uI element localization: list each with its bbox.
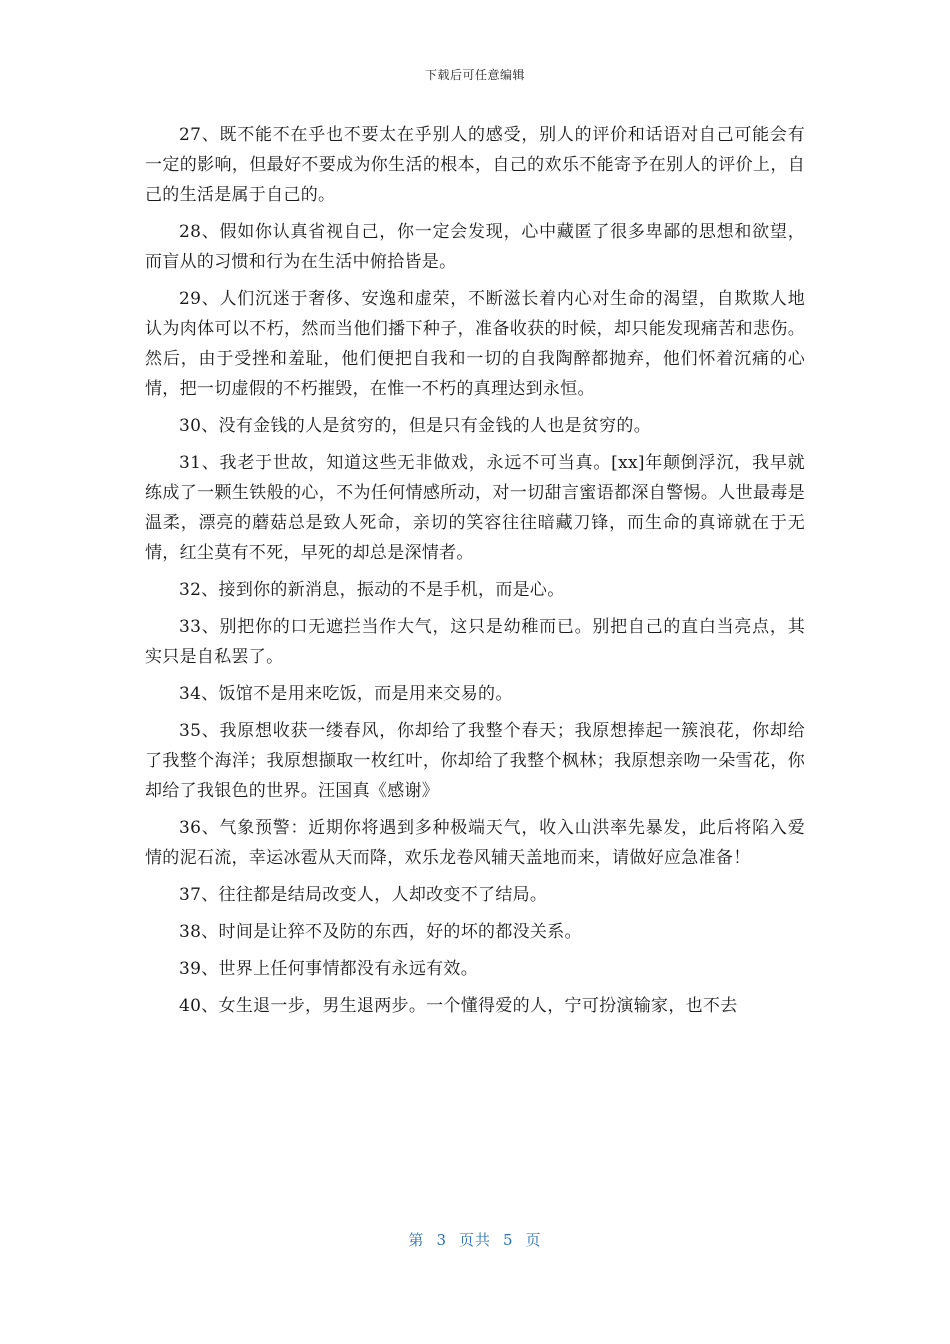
page-footer [0, 1229, 950, 1250]
page-mid: 页共 [458, 1231, 491, 1249]
paragraph-30: 30、没有金钱的人是贫穷的，但是只有金钱的人也是贫穷的。 [179, 416, 652, 436]
paragraph-35: 35、我原想收获一缕春风，你却给了我整个春天；我原想捧起一簇浪花，你却给了我整个海洋；我原想撷取一枚红叶，你却给了我整个枫林；我原想亲吻一朵雪花，你却给了我银色的世界。汪国真《感谢》 [145, 721, 805, 801]
paragraph-36: 36、气象预警：近期你将遇到多种极端天气，收入山洪率先暴发，此后将陷入爱情的泥石流，幸运冰雹从天而降，欢乐龙卷风辅天盖地而来，请做好应急准备！ [145, 818, 805, 868]
paragraph-37: 37、往往都是结局改变人，人却改变不了结局。 [179, 885, 548, 905]
paragraph-40: 40、女生退一步，男生退两步。一个懂得爱的人，宁可扮演输家，也不去 [179, 996, 738, 1016]
paragraph-34: 34、饭馆不是用来吃饭，而是用来交易的。 [179, 684, 513, 704]
paragraph-29: 29、人们沉迷于奢侈、安逸和虚荣，不断滋长着内心对生命的渴望，自欺欺人地认为肉体可以不朽，然而当他们播下种子，准备收获的时候，却只能发现痛苦和悲伤。然后，由于受挫和羞耻，他们便把自我和一切的自我陶醉都抛弃，他们怀着沉痛的心情，把一切虚假的不朽摧毁，在惟一不朽的真理达到永恒。 [145, 289, 805, 399]
total-pages-number: 5 [503, 1231, 514, 1249]
paragraph-32: 32、接到你的新消息，振动的不是手机，而是心。 [179, 580, 565, 600]
paragraph-39: 39、世界上任何事情都没有永远有效。 [179, 959, 479, 979]
page-prefix: 第 [408, 1231, 425, 1249]
paragraph-33: 33、别把你的口无遮拦当作大气，这只是幼稚而已。别把自己的直白当亮点，其实只是自私罢了。 [145, 617, 805, 667]
paragraph-27: 27、既不能不在乎也不要太在乎别人的感受，别人的评价和话语对自己可能会有一定的影响，但最好不要成为你生活的根本，自己的欢乐不能寄予在别人的评价上，自己的生活是属于自己的。 [145, 125, 805, 205]
paragraph-28: 28、假如你认真省视自己，你一定会发现，心中藏匿了很多卑鄙的思想和欲望，而盲从的习惯和行为在生活中俯拾皆是。 [145, 222, 805, 272]
paragraph-31: 31、我老于世故，知道这些无非做戏，永远不可当真。[xx]年颠倒浮沉，我早就练成了一颗生铁般的心，不为任何情感所动，对一切甜言蜜语都深自警惕。人世最毒是温柔，漂亮的蘑菇总是致人死命，亲切的笑容往往暗藏刀锋，而生命的真谛就在于无情，红尘莫有不死，早死的却总是深情者。 [145, 453, 805, 563]
page-suffix: 页 [525, 1231, 542, 1249]
header-note: 下载后可任意编辑 [424, 68, 525, 82]
current-page-number: 3 [436, 1231, 447, 1249]
paragraph-38: 38、时间是让猝不及防的东西，好的坏的都没关系。 [179, 922, 582, 942]
document-body [145, 120, 805, 1028]
